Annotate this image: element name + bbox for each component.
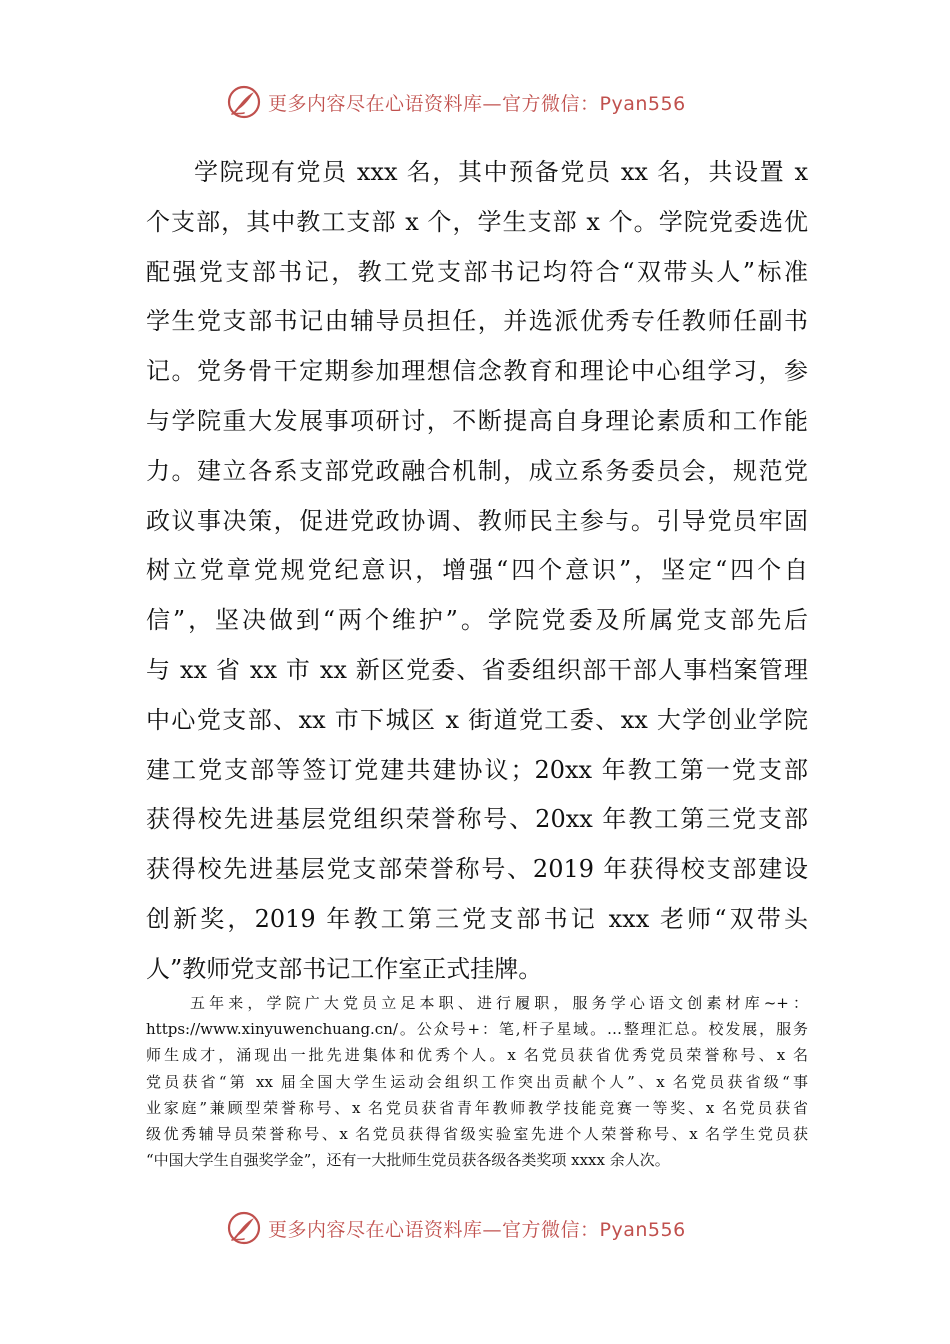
- paragraph-line: 信”，坚决做到“两个维护”。学院党委及所属党支部先后: [146, 606, 808, 635]
- paragraph-line: 人”教师党支部书记工作室正式挂牌。: [146, 954, 543, 983]
- paragraph-line: 力。建立各系支部党政融合机制，成立系务委员会，规范党: [146, 456, 808, 485]
- paragraph-line: https://www.xinyuwenchuang.cn/。公众号+：笔,杆子星域。…整理汇总。校发展，服务: [146, 1020, 808, 1039]
- paragraph-line: 学生党支部书记由辅导员担任，并选派优秀专任教师任副书: [146, 307, 808, 336]
- paragraph-line: 政议事决策，促进党政协调、教师民主参与。引导党员牢固: [146, 506, 808, 535]
- paragraph-line: 业家庭”兼顾型荣誉称号、x 名党员获省青年教师教学技能竞赛一等奖、x 名党员获省: [146, 1098, 808, 1117]
- banner-main-text: 更多内容尽在心语资料库—: [268, 92, 503, 115]
- quill-logo-icon: [226, 1210, 262, 1246]
- footer-banner: [226, 1206, 746, 1250]
- paragraph-line: 记。党务骨干定期参加理想信念教育和理论中心组学习，参: [146, 357, 808, 386]
- paragraph-line: 级优秀辅导员荣誉称号、x 名党员获得省级实验室先进个人荣誉称号、x 名学生党员获: [146, 1124, 808, 1143]
- banner-wechat-id: Pyan556: [599, 1218, 686, 1241]
- second-paragraph: [146, 990, 808, 1173]
- banner-text: [268, 89, 686, 116]
- paragraph-line: 师生成才，涌现出一批先进集体和优秀个人。x 名党员获省优秀党员荣誉称号、x 名: [146, 1046, 808, 1065]
- paragraph-line: 与 xx 省 xx 市 xx 新区党委、省委组织部干部人事档案管理: [146, 655, 808, 684]
- paragraph-line: 五年来，学院广大党员立足本职、进行履职，服务学心语文创素材库~+：: [190, 994, 808, 1012]
- paragraph-line: 建工党支部等签订党建共建协议；20xx 年教工第一党支部: [146, 755, 808, 784]
- banner-text: [268, 1215, 686, 1242]
- main-paragraph: [146, 148, 808, 995]
- banner-suffix-text: 官方微信：: [502, 92, 600, 115]
- paragraph-line: 获得校先进基层党组织荣誉称号、20xx 年教工第三党支部: [146, 805, 808, 834]
- paragraph-line: 个支部，其中教工支部 x 个，学生支部 x 个。学院党委选优: [146, 207, 808, 236]
- banner-main-text: 更多内容尽在心语资料库—: [268, 1218, 503, 1241]
- paragraph-line: “中国大学生自强奖学金”，还有一大批师生党员获各级各类奖项 xxxx 余人次。: [146, 1151, 670, 1170]
- paragraph-line: 中心党支部、xx 市下城区 x 街道党工委、xx 大学创业学院: [146, 705, 808, 734]
- banner-wechat-id: Pyan556: [599, 92, 686, 115]
- paragraph-line: 获得校先进基层党支部荣誉称号、2019 年获得校支部建设: [146, 855, 808, 884]
- header-banner: [226, 80, 746, 124]
- paragraph-line: 配强党支部书记，教工党支部书记均符合“双带头人”标准: [146, 257, 808, 286]
- banner-suffix-text: 官方微信：: [502, 1218, 600, 1241]
- paragraph-line: 党员获省“第 xx 届全国大学生运动会组织工作突出贡献个人”、x 名党员获省级“事: [146, 1072, 808, 1091]
- paragraph-line: 创新奖，2019 年教工第三党支部书记 xxx 老师“双带头: [146, 904, 808, 933]
- paragraph-line: 学院现有党员 xxx 名，其中预备党员 xx 名，共设置 x: [194, 158, 808, 186]
- quill-logo-icon: [226, 84, 262, 120]
- paragraph-line: 树立党章党规党纪意识，增强“四个意识”，坚定“四个自: [146, 556, 808, 585]
- paragraph-line: 与学院重大发展事项研讨，不断提高自身理论素质和工作能: [146, 406, 808, 435]
